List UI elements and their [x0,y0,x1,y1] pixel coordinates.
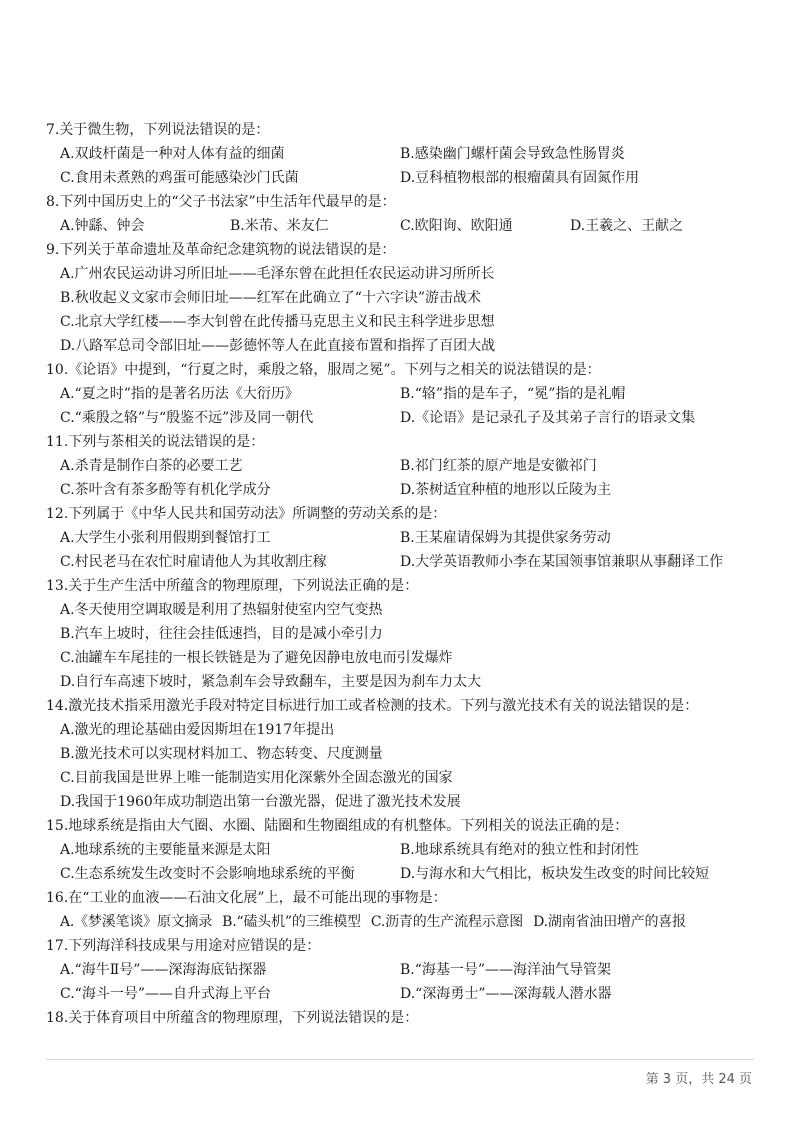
option-b: B.感染幽门螺杆菌会导致急性肠胃炎 [400,146,625,162]
question-stem: 10.《论语》中提到，“行夏之时，乘殷之辂，服周之冕”。下列与之相关的说法错误的是： [46,362,601,378]
question-stem: 17.下列海洋科技成果与用途对应错误的是： [46,938,321,954]
option-d: D.茶树适宜种植的地形以丘陵为主 [400,482,612,498]
option-c: C.生态系统发生改变时不会影响地球系统的平衡 [60,866,355,882]
option-list [46,214,746,238]
option-d: D.自行车高速下坡时，紧急刹车会导致翻车，主要是因为刹车力太大 [60,674,482,690]
option-d: D.与海水和大气相比，板块发生改变的时间比较短 [400,866,710,882]
option-c: C.欧阳询、欧阳通 [400,218,513,234]
option-c: C.油罐车车尾挂的一根长铁链是为了避免因静电放电而引发爆炸 [60,650,453,666]
option-c: C.村民老马在农忙时雇请他人为其收割庄稼 [60,554,327,570]
option-c: C.沥青的生产流程示意图 [370,914,524,930]
question-stem: 9.下列关于革命遗址及革命纪念建筑物的说法错误的是： [46,242,396,258]
option-b: B.激光技术可以实现材料加工、物态转变、尺度测量 [60,746,383,762]
question-18 [46,1006,746,1030]
question-14 [46,694,746,814]
option-list [46,718,746,814]
option-d: D.大学英语教师小李在某国领事馆兼职从事翻译工作 [400,554,724,570]
option-d: D.八路军总司令部旧址——彭德怀等人在此直接布置和指挥了百团大战 [60,338,496,354]
option-b: B.“海基一号”——海洋油气导管架 [400,962,612,978]
option-c: C.“海斗一号”——自升式海上平台 [60,986,271,1002]
question-13 [46,574,746,694]
option-a: A.杀青是制作白茶的必要工艺 [60,458,243,474]
question-10 [46,358,746,430]
option-d: D.王羲之、王献之 [570,218,684,234]
question-17 [46,934,746,1006]
option-d: D.“深海勇士”——深海载人潜水器 [400,986,612,1002]
option-list [46,838,746,886]
option-a: A.广州农民运动讲习所旧址——毛泽东曾在此担任农民运动讲习所所长 [60,266,495,282]
option-d: D.我国于1960年成功制造出第一台激光器，促进了激光技术发展 [60,794,461,810]
question-stem: 13.关于生产生活中所蕴含的物理原理，下列说法正确的是： [46,578,419,594]
option-c: C.食用未煮熟的鸡蛋可能感染沙门氏菌 [60,170,299,186]
page-number: 第 3 页，共 24 页 [645,1072,752,1087]
option-c: C.茶叶含有茶多酚等有机化学成分 [60,482,271,498]
option-list [46,142,746,190]
option-list [46,526,746,574]
option-a: A.《梦溪笔谈》原文摘录 [60,914,213,930]
question-stem: 11.下列与茶相关的说法错误的是： [46,434,265,450]
option-a: A.冬天使用空调取暖是利用了热辐射使室内空气变热 [60,602,383,618]
option-a: A.激光的理论基础由爱因斯坦在1917年提出 [60,722,335,738]
question-list [46,118,746,1030]
option-c: C.北京大学红楼——李大钊曾在此传播马克思主义和民主科学进步思想 [60,314,495,330]
option-list [46,262,746,358]
question-stem: 15.地球系统是指由大气圈、水圈、陆圈和生物圈组成的有机整体。下列相关的说法正确的是： [46,818,629,834]
question-stem: 12.下列属于《中华人民共和国劳动法》所调整的劳动关系的是： [46,506,447,522]
option-a: A.“海牛Ⅱ号”——深海海底钻探器 [60,962,267,978]
question-stem: 16.在“工业的血液——石油文化展”上，最不可能出现的事物是： [46,890,447,906]
footer-divider [46,1059,754,1060]
option-c: C.目前我国是世界上唯一能制造实用化深紫外全固态激光的国家 [60,770,453,786]
option-b: B.秋收起义文家市会师旧址——红军在此确立了“十六字诀”游击战术 [60,290,482,306]
option-b: B.“磕头机”的三维模型 [222,914,361,930]
option-d: D.豆科植物根部的根瘤菌具有固氮作用 [400,170,640,186]
question-stem: 7.关于微生物，下列说法错误的是： [46,122,270,138]
option-a: A.“夏之时”指的是著名历法《大衍历》 [60,386,299,402]
option-b: B.地球系统具有绝对的独立性和封闭性 [400,842,639,858]
question-7 [46,118,746,190]
option-list [46,598,746,694]
question-12 [46,502,746,574]
option-b: B.王某雇请保姆为其提供家务劳动 [400,530,611,546]
question-stem: 8.下列中国历史上的“父子书法家”中生活年代最早的是： [46,194,396,210]
option-a: A.大学生小张利用假期到餐馆打工 [60,530,271,546]
question-16 [46,886,746,934]
option-b: B.米芾、米友仁 [230,218,329,234]
option-b: B.“辂”指的是车子，“冕”指的是礼帽 [400,386,626,402]
option-b: B.祁门红茶的原产地是安徽祁门 [400,458,597,474]
question-15 [46,814,746,886]
option-a: A.双歧杆菌是一种对人体有益的细菌 [60,146,285,162]
option-d: D.《论语》是记录孔子及其弟子言行的语录文集 [400,410,696,426]
question-8 [46,190,746,238]
option-list [46,910,746,934]
option-list [46,454,746,502]
question-11 [46,430,746,502]
option-a: A.钟繇、钟会 [60,218,145,234]
option-list [46,382,746,430]
option-list [46,958,746,1006]
option-a: A.地球系统的主要能量来源是太阳 [60,842,271,858]
option-b: B.汽车上坡时，往往会挂低速挡，目的是减小牵引力 [60,626,383,642]
question-stem: 18.关于体育项目中所蕴含的物理原理，下列说法错误的是： [46,1010,419,1026]
option-d: D.湖南省油田增产的喜报 [533,914,686,930]
question-stem: 14.激光技术指采用激光手段对特定目标进行加工或者检测的技术。下列与激光技术有关的说法错误的是： [46,698,699,714]
option-c: C.“乘殷之辂”与“殷鉴不远”涉及同一朝代 [60,410,314,426]
question-9 [46,238,746,358]
